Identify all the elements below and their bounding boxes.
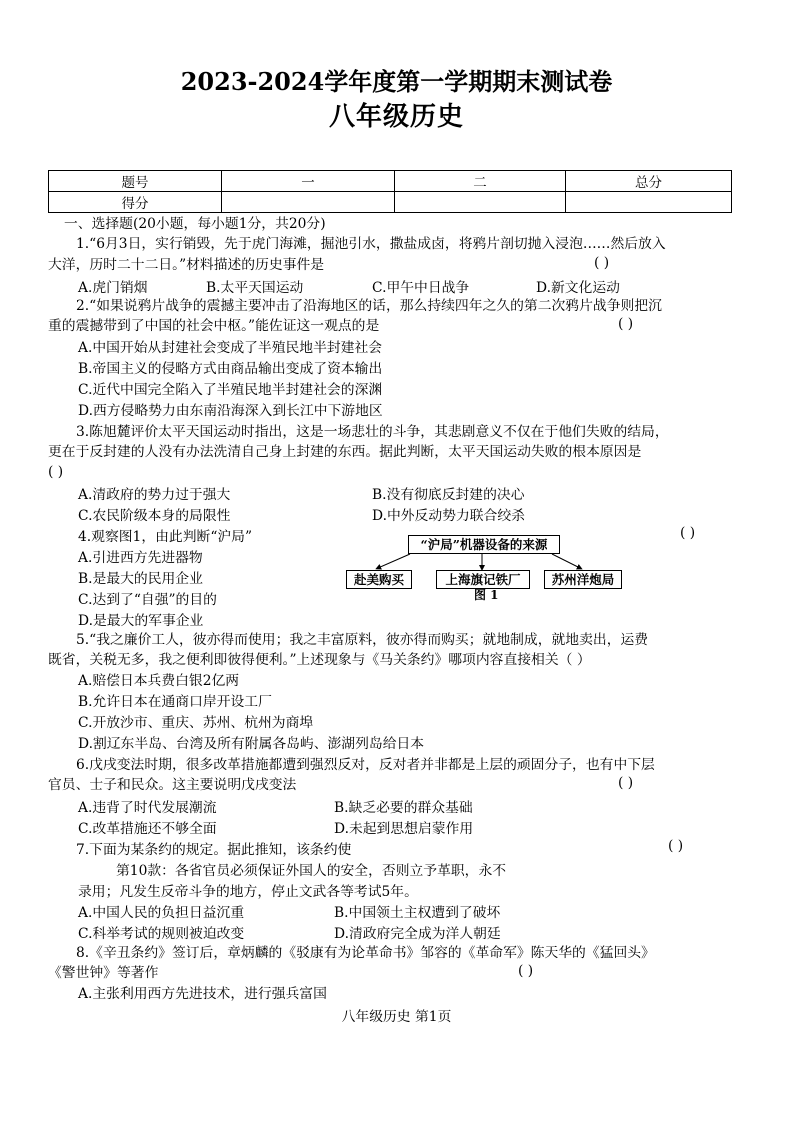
question-6-stem-cont: 官员、士子和民众。这主要说明戊戌变法 bbox=[48, 777, 297, 793]
answer-blank[interactable]: ( ) bbox=[594, 255, 610, 271]
table-row bbox=[49, 171, 732, 192]
option-a[interactable]: A.虎门销烟 bbox=[78, 280, 148, 296]
question-3-stem-cont: 更在于反封建的人没有办法洗清自己身上封建的东西。据此判断，太平天国运动失败的根本原因是 bbox=[48, 444, 642, 460]
question-4-stem: 4.观察图1，由此判断“沪局” bbox=[78, 529, 253, 545]
option-a[interactable]: A.赔偿日本兵费白银2亿两 bbox=[78, 673, 240, 689]
question-6-stem: 6.戊戌变法时期，很多改革措施都遭到强烈反对，反对者并非都是上层的顽固分子，也有中下层 bbox=[76, 757, 655, 773]
question-7-stem: 7.下面为某条约的规定。据此推知，该条约使 bbox=[76, 842, 352, 858]
option-b[interactable]: B.没有彻底反封建的决心 bbox=[372, 487, 525, 503]
figure-1-arrows bbox=[340, 550, 630, 572]
arrow-left bbox=[378, 554, 410, 568]
figure-1-title-box: “沪局”机器设备的来源 bbox=[408, 535, 560, 554]
question-5-stem-cont: 既省，关税无多，我之便利即彼得便利。”上述现象与《马关条约》哪项内容直接相关（ ） bbox=[48, 652, 591, 668]
option-b[interactable]: B.中国领土主权遭到了破坏 bbox=[334, 905, 501, 921]
table-cell: 得分 bbox=[49, 192, 222, 213]
table-row bbox=[49, 192, 732, 213]
answer-blank[interactable]: ( ) bbox=[668, 838, 684, 854]
option-b[interactable]: B.允许日本在通商口岸开设工厂 bbox=[78, 694, 272, 710]
table-cell: 二 bbox=[395, 171, 566, 192]
question-8-stem: 8.《辛丑条约》签订后，章炳麟的《驳康有为论革命书》邹容的《革命军》陈天华的《猛回头》 bbox=[76, 945, 655, 961]
option-b[interactable]: B.帝国主义的侵略方式由商品输出变成了资本输出 bbox=[78, 361, 383, 377]
figure-1-source-mid: 上海旗记铁厂 bbox=[436, 570, 530, 589]
table-cell: 题号 bbox=[49, 171, 222, 192]
option-c[interactable]: C.改革措施还不够全面 bbox=[78, 821, 217, 837]
page-footer: 八年级历史 第1页 bbox=[341, 1009, 452, 1025]
question-8-stem-cont: 《警世钟》等著作 bbox=[48, 965, 159, 981]
exam-title: 2023-2024学年度第一学期期末测试卷 bbox=[180, 67, 613, 96]
table-cell: 一 bbox=[222, 171, 395, 192]
section-heading: 一、选择题(20小题，每小题1分，共20分) bbox=[64, 216, 326, 232]
option-a[interactable]: A.主张利用西方先进技术，进行强兵富国 bbox=[78, 986, 327, 1002]
option-c[interactable]: C.近代中国完全陷入了半殖民地半封建社会的深渊 bbox=[78, 382, 383, 398]
score-input-cell[interactable] bbox=[395, 192, 566, 213]
question-1-stem-cont: 大洋，历时二十二日。”材料描述的历史事件是 bbox=[48, 257, 325, 273]
question-2-stem: 2.“如果说鸦片战争的震撼主要冲击了沿海地区的话，那么持续四年之久的第二次鸦片战争则把沉 bbox=[76, 298, 662, 314]
option-c[interactable]: C.农民阶级本身的局限性 bbox=[78, 508, 231, 524]
figure-1-source-right: 苏州洋炮局 bbox=[544, 570, 622, 589]
option-a[interactable]: A.清政府的势力过于强大 bbox=[78, 487, 231, 503]
question-2-stem-cont: 重的震撼带到了中国的社会中枢。”能佐证这一观点的是 bbox=[48, 318, 380, 334]
option-d[interactable]: D.未起到思想启蒙作用 bbox=[334, 821, 474, 837]
option-d[interactable]: D.割辽东半岛、台湾及所有附属各岛屿、澎湖列岛给日本 bbox=[78, 736, 425, 752]
answer-blank[interactable]: ( ) bbox=[618, 316, 634, 332]
option-b[interactable]: B.太平天国运动 bbox=[206, 280, 304, 296]
question-5-stem: 5.“我之廉价工人，彼亦得而使用；我之丰富原料，彼亦得而购买；就地制成，就地卖出，运费 bbox=[76, 632, 649, 648]
figure-1-source-left: 赴美购买 bbox=[346, 570, 412, 589]
answer-blank[interactable]: ( ) bbox=[680, 525, 696, 541]
treaty-quote-cont: 录用；凡发生反帝斗争的地方，停止文武各等考试5年。 bbox=[78, 884, 418, 900]
option-c[interactable]: C.甲午中日战争 bbox=[372, 280, 470, 296]
score-input-cell[interactable] bbox=[566, 192, 732, 213]
option-b[interactable]: B.是最大的民用企业 bbox=[78, 571, 203, 587]
answer-blank[interactable]: ( ) bbox=[518, 963, 534, 979]
question-3-stem: 3.陈旭麓评价太平天国运动时指出，这是一场悲壮的斗争，其悲剧意义不仅在于他们失败的结局， bbox=[76, 424, 669, 440]
arrow-right bbox=[552, 554, 580, 568]
answer-blank[interactable]: ( ) bbox=[618, 775, 634, 791]
score-table bbox=[48, 170, 732, 213]
table-cell: 总分 bbox=[566, 171, 732, 192]
option-a[interactable]: A.违背了时代发展潮流 bbox=[78, 800, 217, 816]
treaty-quote: 第10款：各省官员必须保证外国人的安全，否则立予革职，永不 bbox=[116, 863, 507, 879]
score-input-cell[interactable] bbox=[222, 192, 395, 213]
answer-blank[interactable]: ( ) bbox=[48, 464, 64, 480]
option-c[interactable]: C.达到了“自强”的目的 bbox=[78, 592, 217, 608]
option-a[interactable]: A.中国人民的负担日益沉重 bbox=[78, 905, 245, 921]
option-c[interactable]: C.科举考试的规则被迫改变 bbox=[78, 926, 245, 942]
option-c[interactable]: C.开放沙市、重庆、苏州、杭州为商埠 bbox=[78, 715, 314, 731]
option-d[interactable]: D.西方侵略势力由东南沿海深入到长江中下游地区 bbox=[78, 403, 383, 419]
option-d[interactable]: D.中外反动势力联合绞杀 bbox=[372, 508, 525, 524]
option-a[interactable]: A.中国开始从封建社会变成了半殖民地半封建社会 bbox=[78, 340, 383, 356]
exam-subtitle: 八年级历史 bbox=[328, 102, 464, 132]
option-d[interactable]: D.清政府完全成为洋人朝廷 bbox=[334, 926, 501, 942]
option-d[interactable]: D.新文化运动 bbox=[536, 280, 620, 296]
option-b[interactable]: B.缺乏必要的群众基础 bbox=[334, 800, 473, 816]
question-1-stem: 1.“6月3日，实行销毁，先于虎门海滩，掘池引水，撒盐成卤，将鸦片剖切抛入浸泡……然后放入 bbox=[76, 236, 666, 252]
figure-1-caption: 图 1 bbox=[474, 588, 499, 602]
option-a[interactable]: A.引进西方先进器物 bbox=[78, 550, 203, 566]
option-d[interactable]: D.是最大的军事企业 bbox=[78, 613, 204, 629]
